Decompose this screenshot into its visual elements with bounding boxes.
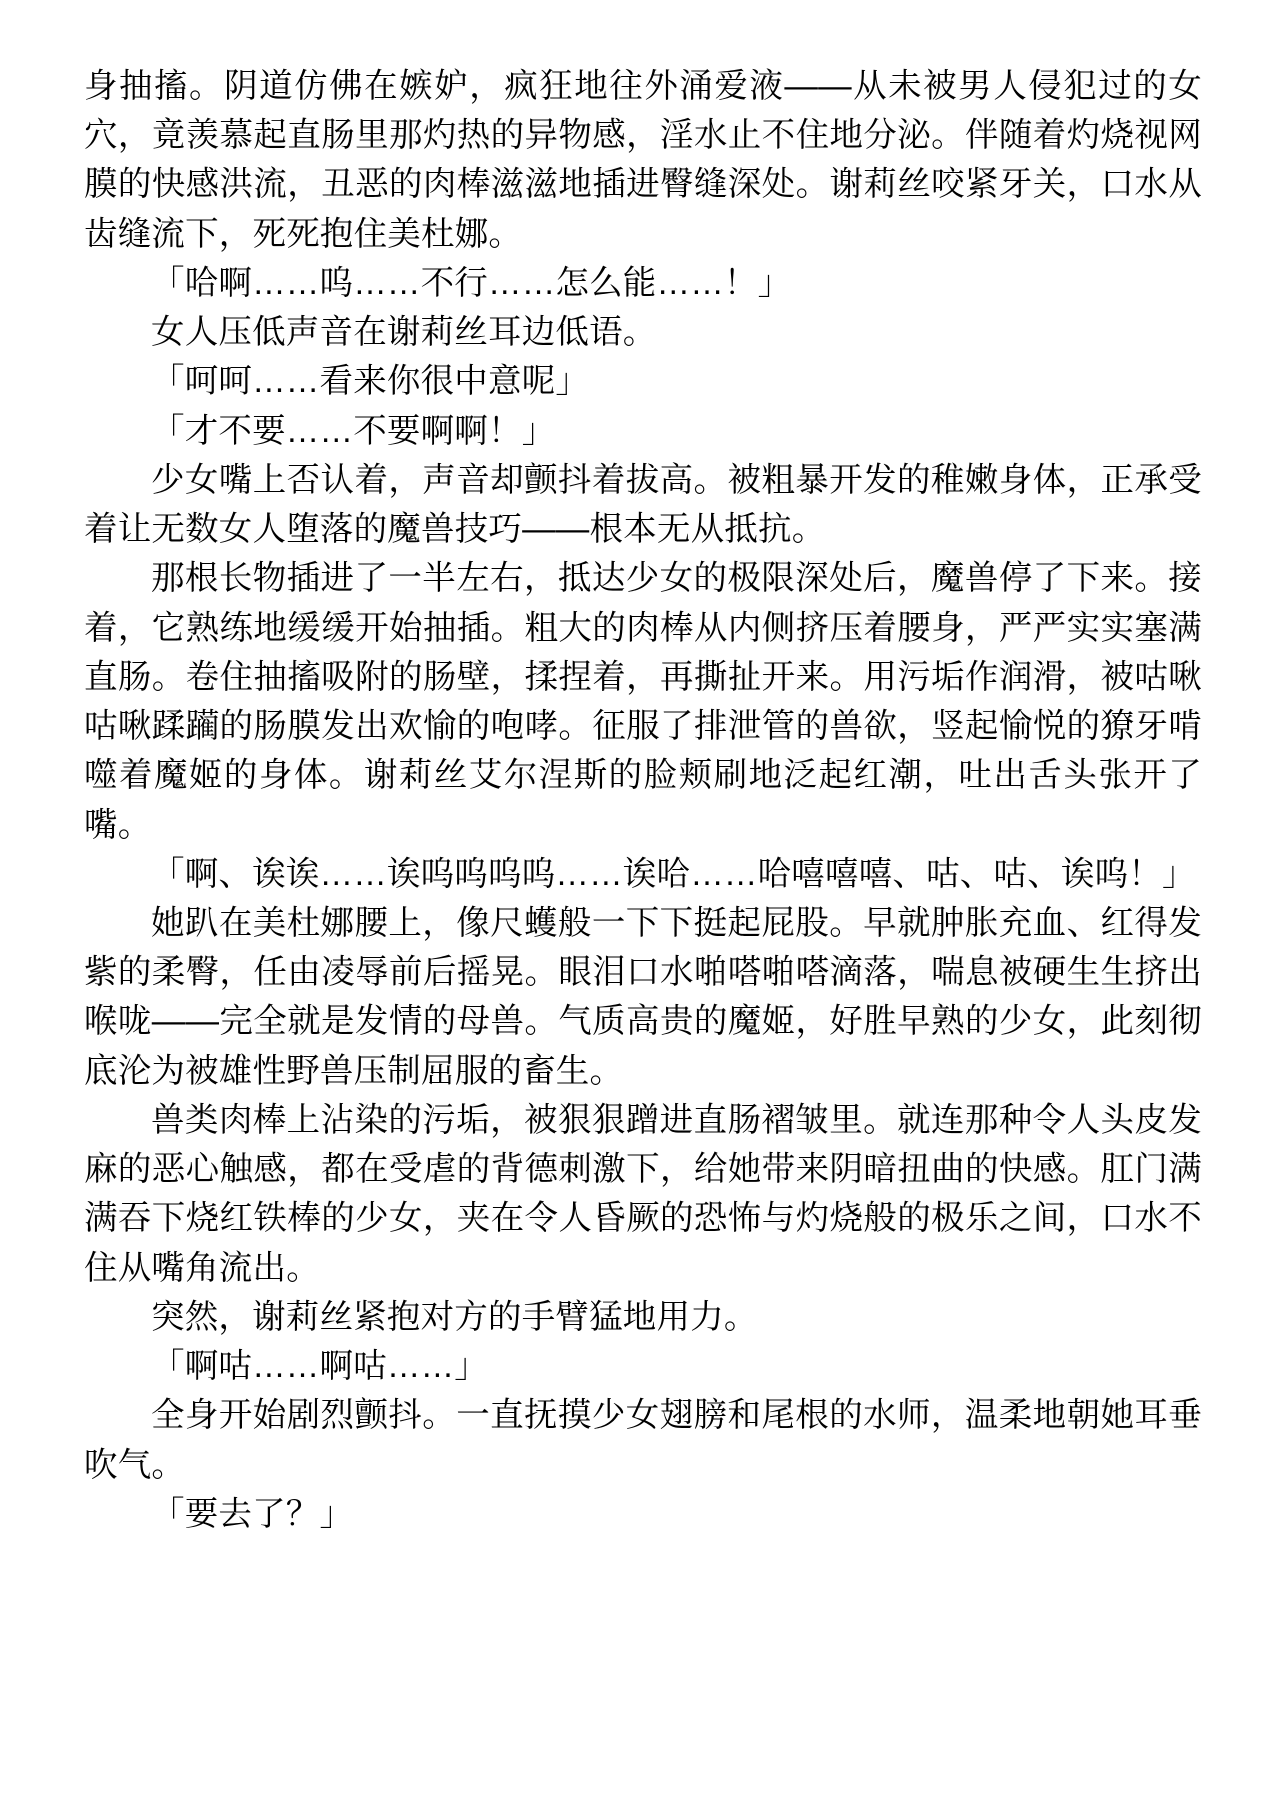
paragraph: 身抽搐。阴道仿佛在嫉妒，疯狂地往外涌爱液——从未被男人侵犯过的女穴，竟羡慕起直肠里那灼热的异物感，淫水止不住地分泌。伴随着灼烧视网膜的快感洪流，丑恶的肉棒滋滋地插进臀缝深处。谢莉丝咬紧牙关，口水从齿缝流下，死死抱住美杜娜。: [84, 68, 1202, 253]
paragraph: 「呵呵……看来你很中意呢」: [151, 363, 590, 401]
paragraph: 少女嘴上否认着，声音却颤抖着拔高。被粗暴开发的稚嫩身体，正承受着让无数女人堕落的魔兽技巧——根本无从抵抗。: [84, 461, 1202, 549]
paragraph: 兽类肉棒上沾染的污垢，被狠狠蹭进直肠褶皱里。就连那种令人头皮发麻的恶心触感，都在受虐的背德刺激下，给她带来阴暗扭曲的快感。肛门满满吞下烧红铁棒的少女，夹在令人昏厥的恐怖与灼烧般的极乐之间，口水不住从嘴角流出。: [84, 1101, 1202, 1287]
paragraph: 「哈啊……呜……不行……怎么能……！」: [151, 264, 792, 302]
paragraph: 那根长物插进了一半左右，抵达少女的极限深处后，魔兽停了下来。接着，它熟练地缓缓开始抽插。粗大的肉棒从内侧挤压着腰身，严严实实塞满直肠。卷住抽搐吸附的肠壁，揉捏着，再撕扯开来。用污垢作润滑，被咕啾咕啾蹂躏的肠膜发出欢愉的咆哮。征服了排泄管的兽欲，竖起愉悦的獠牙啃噬着魔姬的身体。谢莉丝艾尔涅斯的脸颊刷地泛起红潮，吐出舌头张开了嘴。: [84, 560, 1202, 844]
paragraph: 「才不要……不要啊啊！」: [151, 412, 556, 450]
paragraph: 「啊咕……啊咕……」: [151, 1348, 488, 1386]
document-body: [84, 62, 1202, 1539]
paragraph: 「啊、诶诶……诶呜呜呜呜……诶哈……哈嘻嘻嘻、咕、咕、诶呜！」: [151, 855, 1196, 893]
paragraph: 「要去了？」: [151, 1495, 354, 1533]
paragraph: 突然，谢莉丝紧抱对方的手臂猛地用力。: [151, 1298, 758, 1336]
paragraph: 她趴在美杜娜腰上，像尺蠖般一下下挺起屁股。早就肿胀充血、红得发紫的柔臀，任由凌辱前后摇晃。眼泪口水啪嗒啪嗒滴落，喘息被硬生生挤出喉咙——完全就是发情的母兽。气质高贵的魔姬，好胜早熟的少女，此刻彻底沦为被雄性野兽压制屈服的畜生。: [84, 904, 1202, 1090]
paragraph: 女人压低声音在谢莉丝耳边低语。: [151, 314, 657, 352]
paragraph: 全身开始剧烈颤抖。一直抚摸少女翅膀和尾根的水师，温柔地朝她耳垂吹气。: [84, 1397, 1202, 1484]
